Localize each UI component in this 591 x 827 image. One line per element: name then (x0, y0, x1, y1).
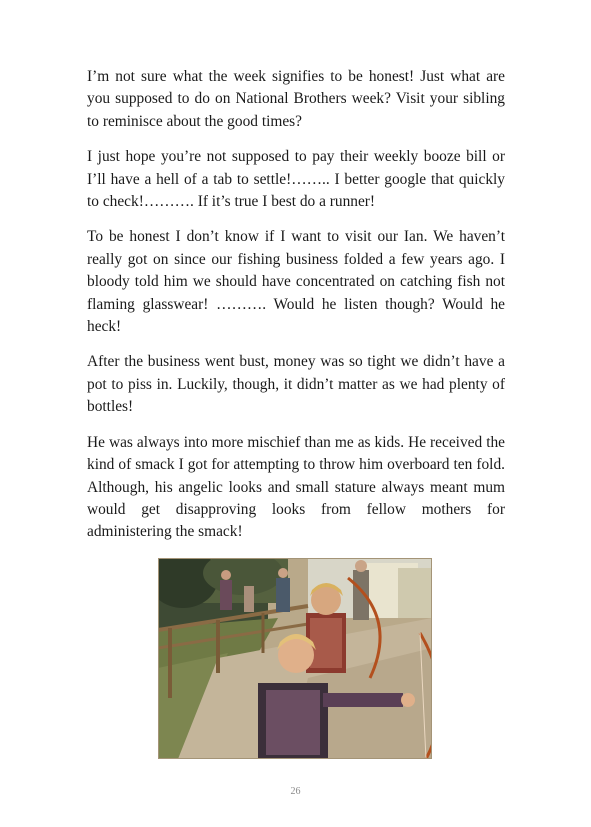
photograph (158, 558, 432, 759)
paragraph: To be honest I don’t know if I want to visit our Ian. We haven’t really got on since our fishing business folded a few years ago. I bloody told him we should have concentrated on catching fish not flaming glasswear! ………. Would he listen though? Would he heck! (87, 228, 505, 336)
paragraph: I just hope you’re not supposed to pay their weekly booze bill or I’ll have a hell of a tab to settle!…….. I better google that quickly to check!………. If it’s true I best do a runner! (87, 148, 505, 211)
paragraph: After the business went bust, money was so tight we didn’t have a pot to piss in. Luckily, though, it didn’t matter as we had plenty of bottles! (87, 353, 505, 416)
paragraph: He was always into more mischief than me as kids. He received the kind of smack I got for attempting to throw him overboard ten fold. Although, his angelic looks and small stature always meant mum would get disapproving looks from fellow mothers for administering the smack! (87, 433, 505, 541)
paragraph: I’m not sure what the week signifies to be honest! Just what are you supposed to do on National Brothers week? Visit your sibling to reminisce about the good times? (87, 68, 505, 130)
page-number: 26 (290, 786, 301, 797)
body-text (87, 66, 505, 557)
